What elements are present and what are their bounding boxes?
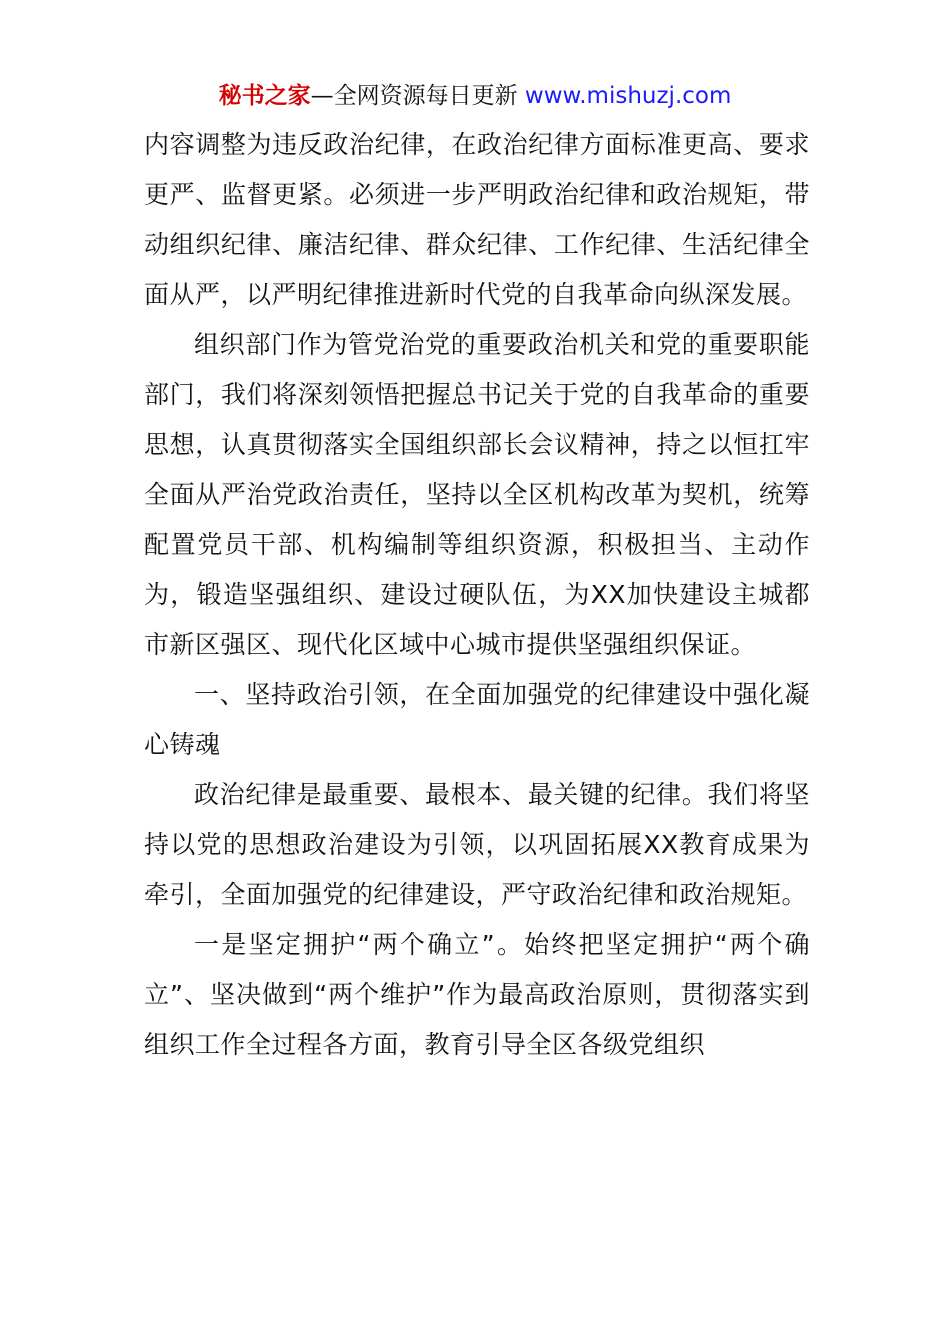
paragraph: 政治纪律是最重要、最根本、最关键的纪律。我们将坚持以党的思想政治建设为引领，以巩固拓展XX教育成果为牵引，全面加强党的纪律建设，严守政治纪律和政治规矩。 — [144, 780, 810, 909]
document-body — [144, 120, 810, 1070]
paragraph: 组织部门作为管党治党的重要政治机关和党的重要职能部门，我们将深刻领悟把握总书记关于党的自我革命的重要思想，认真贯彻落实全国组织部长会议精神，持之以恒扛牢全面从严治党政治责任，坚持以全区机构改革为契机，统筹配置党员干部、机构编制等组织资源，积极担当、主动作为，锻造坚强组织、建设过硬队伍，为XX加快建设主城都市新区强区、现代化区域中心城市提供坚强组织保证。 — [144, 330, 810, 659]
header-tagline: —全网资源每日更新 — [310, 83, 525, 109]
brand-name: 秘书之家 — [218, 83, 311, 109]
section-heading: 一、坚持政治引领，在全面加强党的纪律建设中强化凝心铸魂 — [144, 680, 810, 759]
paragraph-continuation: 内容调整为违反政治纪律，在政治纪律方面标准更高、要求更严、监督更紧。必须进一步严明政治纪律和政治规矩，带动组织纪律、廉洁纪律、群众纪律、工作纪律、生活纪律全面从严，以严明纪律推进新时代党的自我革命向纵深发展。 — [144, 130, 810, 309]
site-link[interactable]: www.mishuzj.com — [524, 83, 732, 109]
page-header — [0, 80, 950, 112]
paragraph: 一是坚定拥护“两个确立”。始终把坚定拥护“两个确立”、坚决做到“两个维护”作为最高政治原则，贯彻落实到组织工作全过程各方面，教育引导全区各级党组织 — [144, 930, 810, 1059]
